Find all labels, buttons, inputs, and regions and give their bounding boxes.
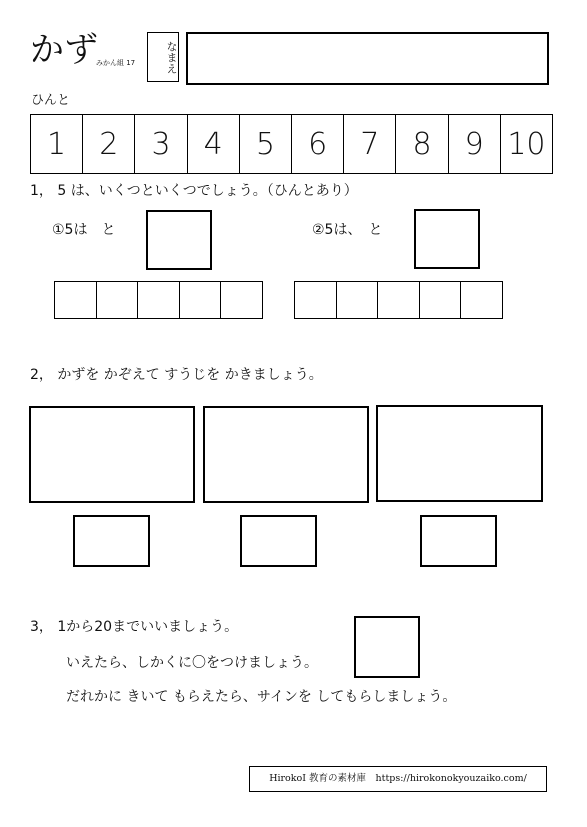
number-cell: 9 bbox=[449, 115, 501, 173]
number-cell: 7 bbox=[344, 115, 396, 173]
worksheet-subtitle: みかん組 17 bbox=[96, 59, 136, 67]
question-1a-answer-box[interactable] bbox=[146, 210, 212, 270]
question-1a-hint-grid bbox=[54, 281, 263, 319]
question-2-answer-box-2[interactable] bbox=[240, 515, 317, 567]
question-3-line-2: いえたら、しかくに〇をつけましょう。 bbox=[66, 655, 318, 671]
number-cell: 6 bbox=[292, 115, 344, 173]
hint-grid-cell[interactable] bbox=[337, 282, 379, 318]
question-1-heading: 1， 5 は、いくつといくつでしょう。（ひんとあり） bbox=[30, 183, 358, 199]
number-cell: 8 bbox=[396, 115, 448, 173]
hint-grid-cell[interactable] bbox=[461, 282, 502, 318]
question-1b-text: ②5は、 と bbox=[312, 222, 383, 238]
hint-label: ひんと bbox=[31, 93, 71, 108]
hint-grid-cell[interactable] bbox=[138, 282, 180, 318]
worksheet-title: かず bbox=[30, 30, 98, 70]
question-1a-text: ①5は と bbox=[52, 222, 116, 238]
hint-grid-cell[interactable] bbox=[180, 282, 222, 318]
name-label: なまえ bbox=[165, 40, 178, 74]
hint-grid-cell[interactable] bbox=[420, 282, 462, 318]
question-2-picture-box-2 bbox=[203, 406, 369, 503]
number-cell: 5 bbox=[240, 115, 292, 173]
number-cell: 3 bbox=[135, 115, 187, 173]
number-cell: 4 bbox=[188, 115, 240, 173]
question-2-answer-box-3[interactable] bbox=[420, 515, 497, 567]
number-cell: 10 bbox=[507, 126, 546, 162]
question-3-check-box[interactable] bbox=[354, 616, 420, 678]
hint-grid-cell[interactable] bbox=[378, 282, 420, 318]
footer-credit: HirokoI 教育の素材庫 https://hirokonokyouzaiko.com/ bbox=[249, 766, 547, 792]
question-1b-answer-box[interactable] bbox=[414, 209, 480, 269]
hint-grid-cell[interactable] bbox=[97, 282, 139, 318]
question-2-heading: 2， かずを かぞえて すうじを かきましょう。 bbox=[30, 367, 323, 383]
hint-grid-cell[interactable] bbox=[55, 282, 97, 318]
number-cell: 2 bbox=[83, 115, 135, 173]
hint-grid-cell[interactable] bbox=[295, 282, 337, 318]
question-2-answer-box-1[interactable] bbox=[73, 515, 150, 567]
question-3-heading: 3， 1から20までいいましょう。 bbox=[30, 619, 239, 635]
number-cell: 1 bbox=[31, 115, 83, 173]
question-2-picture-box-3 bbox=[376, 405, 543, 502]
question-2-picture-box-1 bbox=[29, 406, 195, 503]
question-1b-hint-grid bbox=[294, 281, 503, 319]
hint-grid-cell[interactable] bbox=[221, 282, 262, 318]
name-field[interactable] bbox=[186, 32, 549, 85]
name-label-box bbox=[147, 32, 179, 82]
question-3-line-3: だれかに きいて もらえたら、サインを してもらしましょう。 bbox=[66, 689, 457, 705]
number-strip bbox=[30, 114, 553, 174]
